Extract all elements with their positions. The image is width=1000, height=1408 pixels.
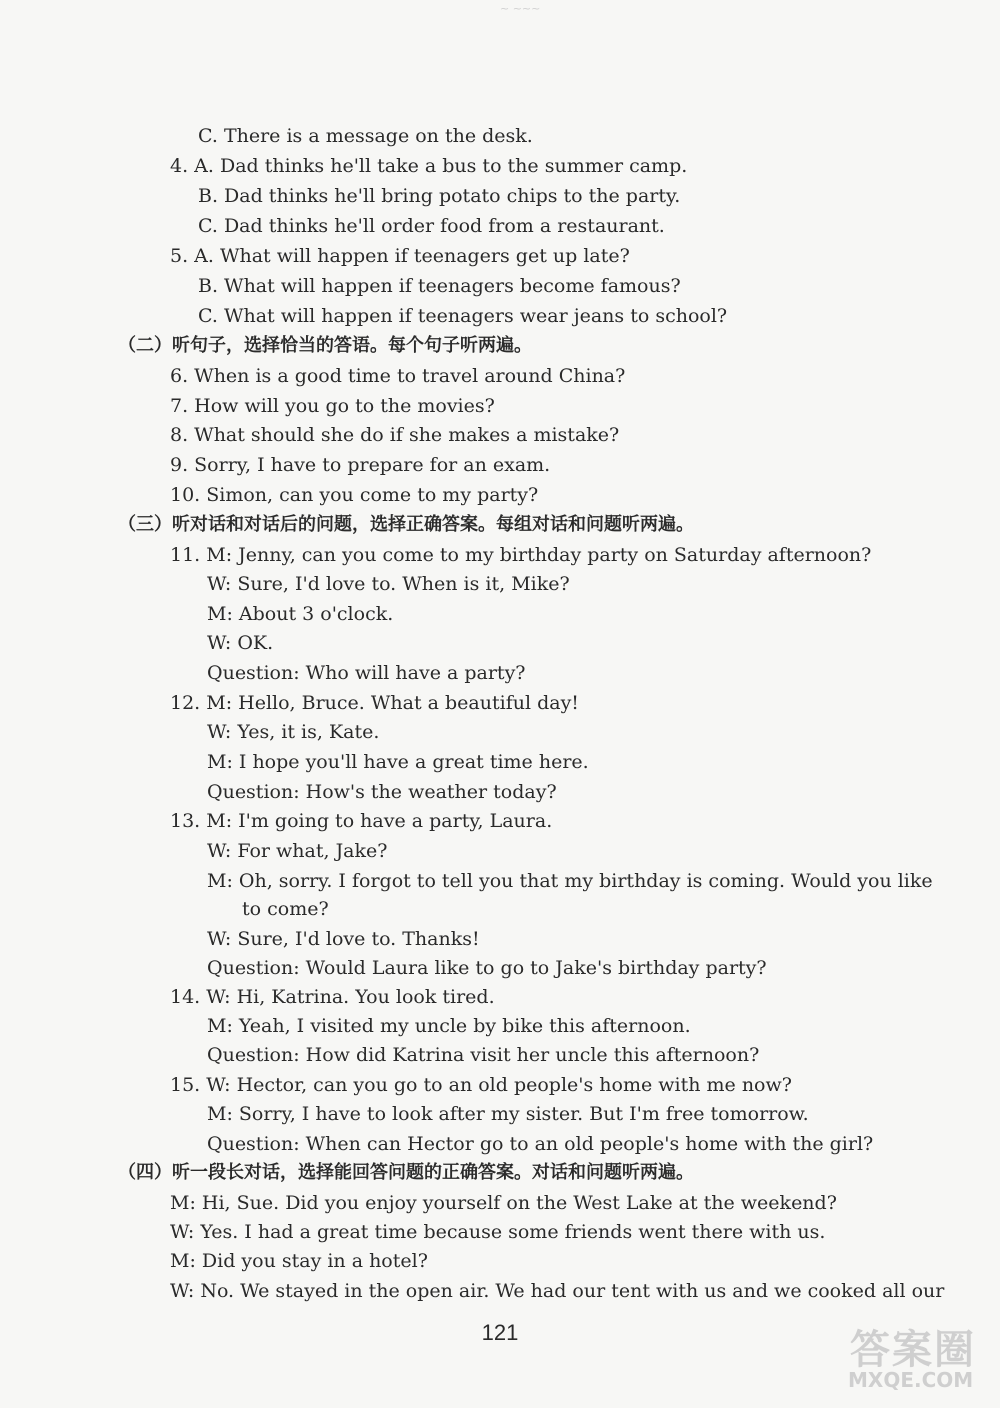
- option-5a: 5. A. What will happen if teenagers get up late?: [170, 245, 630, 267]
- long-dialogue-line-1: M: Hi, Sue. Did you enjoy yourself on the West Lake at the weekend?: [170, 1192, 837, 1214]
- dialogue-15-question: Question: When can Hector go to an old people's home with the girl?: [207, 1133, 874, 1155]
- option-5b: B. What will happen if teenagers become famous?: [198, 275, 681, 297]
- dialogue-11-question: Question: Who will have a party?: [207, 662, 526, 684]
- dialogue-11-line-3: M: About 3 o'clock.: [207, 603, 394, 625]
- watermark-logo: 答案圈: [850, 1327, 976, 1373]
- option-4b: B. Dad thinks he'll bring potato chips to the party.: [198, 185, 681, 207]
- dialogue-15-line-1: 15. W: Hector, can you go to an old people's home with me now?: [170, 1074, 792, 1096]
- sentence-10: 10. Simon, can you come to my party?: [170, 484, 539, 506]
- dialogue-11-line-4: W: OK.: [207, 632, 274, 654]
- dialogue-15-line-2: M: Sorry, I have to look after my sister. But I'm free tomorrow.: [207, 1103, 809, 1125]
- dialogue-11-line-2: W: Sure, I'd love to. When is it, Mike?: [207, 573, 570, 595]
- section-heading-4: （四）听一段长对话，选择能回答问题的正确答案。对话和问题听两遍。: [118, 1162, 694, 1183]
- sentence-7: 7. How will you go to the movies?: [170, 395, 495, 417]
- option-4a: 4. A. Dad thinks he'll take a bus to the summer camp.: [170, 155, 688, 177]
- option-3c: C. There is a message on the desk.: [198, 125, 533, 147]
- dialogue-13-line-3-cont: to come?: [242, 898, 329, 920]
- dialogue-14-question: Question: How did Katrina visit her uncle this afternoon?: [207, 1044, 760, 1066]
- long-dialogue-line-4: W: No. We stayed in the open air. We had our tent with us and we cooked all our: [170, 1280, 945, 1302]
- dialogue-14-line-2: M: Yeah, I visited my uncle by bike this afternoon.: [207, 1015, 691, 1037]
- dialogue-11-line-1: 11. M: Jenny, can you come to my birthday party on Saturday afternoon?: [170, 544, 872, 566]
- watermark-url: MXQE.COM: [848, 1368, 974, 1392]
- dialogue-12-line-3: M: I hope you'll have a great time here.: [207, 751, 589, 773]
- watermark: [840, 1318, 990, 1398]
- option-4c: C. Dad thinks he'll order food from a restaurant.: [198, 215, 665, 237]
- option-5c: C. What will happen if teenagers wear jeans to school?: [198, 305, 728, 327]
- long-dialogue-line-2: W: Yes. I had a great time because some friends went there with us.: [170, 1221, 826, 1243]
- sentence-9: 9. Sorry, I have to prepare for an exam.: [170, 454, 551, 476]
- dialogue-14-line-1: 14. W: Hi, Katrina. You look tired.: [170, 986, 495, 1008]
- top-scan-mark: ~ ~~~: [500, 2, 541, 15]
- sentence-6: 6. When is a good time to travel around China?: [170, 365, 626, 387]
- section-heading-2: （二）听句子，选择恰当的答语。每个句子听两遍。: [118, 335, 532, 356]
- dialogue-13-line-2: W: For what, Jake?: [207, 840, 388, 862]
- page-number: 121: [481, 1320, 519, 1345]
- sentence-8: 8. What should she do if she makes a mistake?: [170, 424, 620, 446]
- dialogue-12-line-2: W: Yes, it is, Kate.: [207, 721, 380, 743]
- long-dialogue-line-3: M: Did you stay in a hotel?: [170, 1250, 428, 1272]
- dialogue-12-line-1: 12. M: Hello, Bruce. What a beautiful day!: [170, 692, 579, 714]
- dialogue-13-line-3: M: Oh, sorry. I forgot to tell you that my birthday is coming. Would you like: [207, 870, 933, 892]
- section-heading-3: （三）听对话和对话后的问题，选择正确答案。每组对话和问题听两遍。: [118, 514, 694, 535]
- dialogue-13-line-1: 13. M: I'm going to have a party, Laura.: [170, 810, 553, 832]
- dialogue-13-question: Question: Would Laura like to go to Jake's birthday party?: [207, 957, 767, 979]
- dialogue-13-line-4: W: Sure, I'd love to. Thanks!: [207, 928, 480, 950]
- dialogue-12-question: Question: How's the weather today?: [207, 781, 557, 803]
